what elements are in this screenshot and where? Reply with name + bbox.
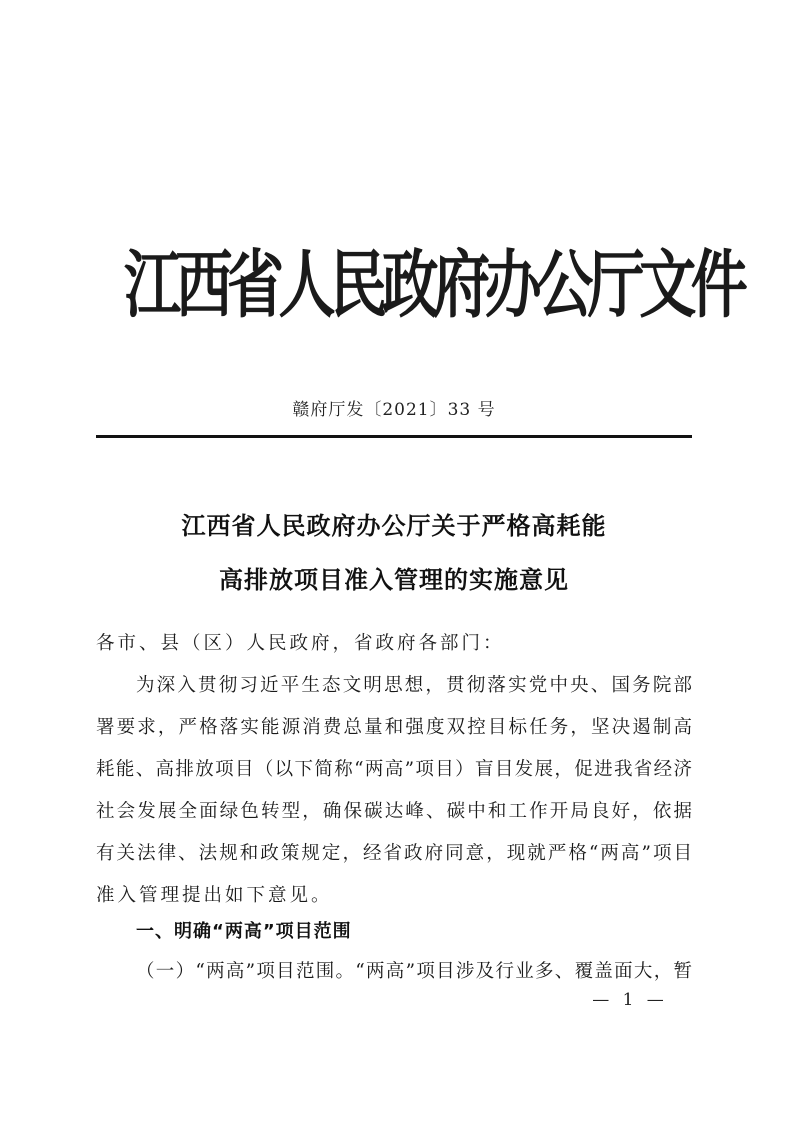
- page-number: — 1 —: [592, 990, 668, 1010]
- paragraph-line-2: 署要求，严格落实能源消费总量和强度双控目标任务，坚决遏制高: [96, 717, 692, 738]
- paragraph-line-3: 耗能、高排放项目（以下简称“两高”项目）盲目发展，促进我省经济: [96, 759, 692, 780]
- section-heading: 一、明确“两高”项目范围: [136, 921, 352, 942]
- paragraph-line-6: 准入管理提出如下意见。: [96, 885, 333, 906]
- subsection-line: （一）“两高”项目范围。“两高”项目涉及行业多、覆盖面大，暂: [136, 961, 692, 982]
- paragraph-line-1: 为深入贯彻习近平生态文明思想，贯彻落实党中央、国务院部: [136, 675, 692, 696]
- paragraph-line-4: 社会发展全面绿色转型，确保碳达峰、碳中和工作开局良好，依据: [96, 801, 692, 822]
- document-title-line-2: 高排放项目准入管理的实施意见: [219, 565, 569, 594]
- salutation: 各市、县（区）人民政府，省政府各部门：: [96, 633, 505, 654]
- document-header: 江西省人民政府办公厅文件: [124, 241, 743, 328]
- document-number: 赣府厅发〔2021〕33 号: [292, 400, 496, 420]
- document-title-line-1: 江西省人民政府办公厅关于严格高耗能: [181, 511, 607, 540]
- paragraph-line-5: 有关法律、法规和政策规定，经省政府同意，现就严格“两高”项目: [96, 843, 692, 864]
- header-divider: [96, 435, 692, 438]
